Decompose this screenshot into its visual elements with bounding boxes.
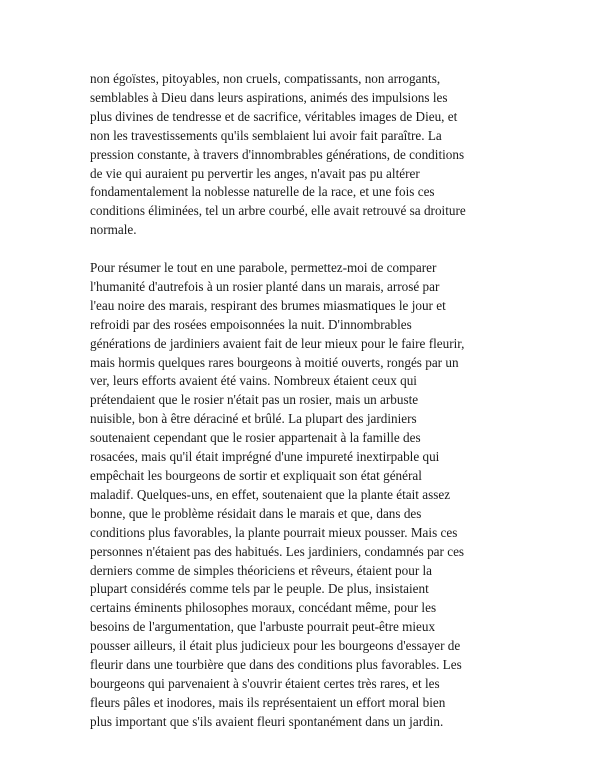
text-line: semblables à Dieu dans leurs aspirations, animés des impulsions les [90,89,448,105]
text-line: non les travestissements qu'ils semblaient lui avoir fait paraître. La [90,127,442,143]
text-line: fleurir dans une tourbière que dans des conditions plus favorables. Les [90,657,462,673]
text-line: fleurs pâles et inodores, mais ils représentaient un effort moral bien [90,694,446,710]
text-line: fondamentalement la noblesse naturelle de la race, et une fois ces [90,184,435,200]
paragraph-2 [90,259,510,732]
text-line: bonne, que le problème résidait dans le marais et que, dans des [90,505,422,521]
text-line: prétendaient que le rosier n'était pas un rosier, mais un arbuste [90,392,419,408]
text-line: mais hormis quelques rares bourgeons à moitié ouverts, rongés par un [90,354,459,370]
text-line: nuisible, bon à être déraciné et brûlé. La plupart des jardiniers [90,411,417,427]
paragraph-1 [90,70,510,240]
text-line: normale. [90,222,137,238]
text-line: besoins de l'argumentation, que l'arbuste pourrait peut-être mieux [90,619,436,635]
text-line: pression constante, à travers d'innombrables générations, de conditions [90,146,465,162]
text-line: pousser ailleurs, il était plus judicieux pour les bourgeons d'essayer de [90,638,461,654]
text-line: non égoïstes, pitoyables, non cruels, compatissants, non arrogants, [90,71,441,86]
text-line: conditions plus favorables, la plante pourrait mieux pousser. Mais ces [90,524,458,540]
text-line: Pour résumer le tout en une parabole, permettez-moi de comparer [90,260,437,276]
text-line: plupart considérés comme tels par le peuple. De plus, insistaient [90,581,429,597]
text-line: rosacées, mais qu'il était imprégné d'une impureté inextirpable qui [90,449,440,465]
text-line: plus divines de tendresse et de sacrifice, véritables images de Dieu, et [90,108,458,124]
text-line: ver, leurs efforts avaient été vains. Nombreux étaient ceux qui [90,373,417,389]
text-line: derniers comme de simples théoriciens et rêveurs, étaient pour la [90,562,433,578]
text-line: de vie qui auraient pu pervertir les anges, n'avait pas pu altérer [90,165,420,181]
text-line: l'humanité d'autrefois à un rosier planté dans un marais, arrosé par [90,278,440,294]
text-line: certains éminents philosophes moraux, concédant même, pour les [90,600,437,616]
body-text [90,70,510,751]
text-line: conditions éliminées, tel un arbre courbé, elle avait retrouvé sa droiture [90,203,466,219]
text-line: refroidi par des rosées empoisonnées la nuit. D'innombrables [90,316,412,332]
text-line: bourgeons qui parvenaient à s'ouvrir étaient certes très rares, et les [90,675,440,691]
text-line: soutenaient cependant que le rosier appartenait à la famille des [90,430,421,446]
text-line: plus important que s'ils avaient fleuri spontanément dans un jardin. [90,713,444,729]
text-line: générations de jardiniers avaient fait de leur mieux pour le faire fleurir, [90,335,465,351]
text-line: maladif. Quelques-uns, en effet, soutenaient que la plante était assez [90,486,451,502]
text-line: empêchait les bourgeons de sortir et expliquait son état général [90,468,422,484]
text-line: l'eau noire des marais, respirant des brumes miasmatiques le jour et [90,297,446,313]
text-line: personnes n'étaient pas des habitués. Les jardiniers, condamnés par ces [90,543,465,559]
